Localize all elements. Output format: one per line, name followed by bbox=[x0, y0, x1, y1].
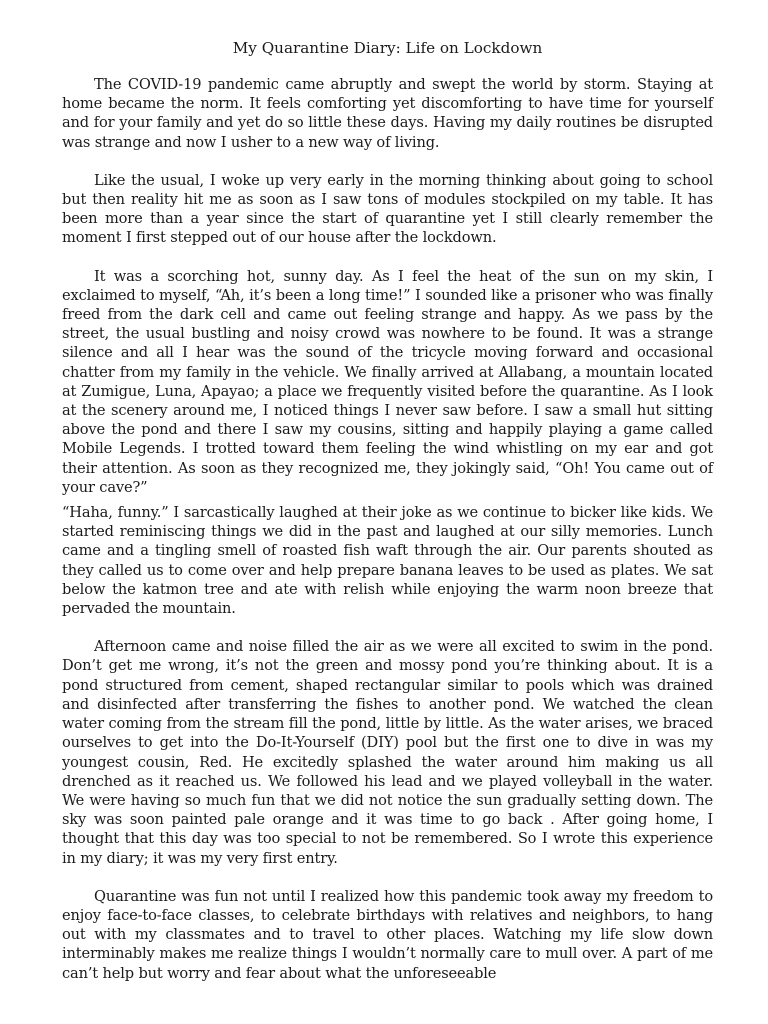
paragraph-1: The COVID-19 pandemic came abruptly and swept the world by storm. Staying at home became the norm. It feels comforting yet discomforting to have time for yourself and for your family and yet do so little these days. Having my daily routines be disrupted was strange and now I usher to a new way of living. bbox=[62, 76, 713, 151]
paragraph-4: “Haha, funny.” I sarcastically laughed at their joke as we continue to bicker like kids. We started reminiscing things we did in the past and laughed at our silly memories. Lunch came and a tingling smell of roasted fish waft through the air. Our parents shouted as they called us to come over and help prepare banana leaves to be used as plates. We sat below the katmon tree and ate with relish while enjoying the warm noon breeze that pervaded the mountain. bbox=[62, 504, 713, 618]
document-title: My Quarantine Diary: Life on Lockdown bbox=[232, 39, 543, 57]
paragraph-5: Afternoon came and noise filled the air as we were all excited to swim in the pond. Don’t get me wrong, it’s not the green and mossy pond you’re thinking about. It is a pond structured from cement, shaped rectangular similar to pools which was drained and disinfected after transferring the fishes to another pond. We watched the clean water coming from the stream fill the pond, little by little. As the water arises, we braced ourselves to get into the Do-It-Yourself (DIY) pool but the first one to dive in was my youngest cousin, Red. He excitedly splashed the water around him making us all drenched as it reached us. We followed his lead and we played volleyball in the water. We were having so much fun that we did not notice the sun gradually setting down. The sky was soon painted pale orange and it was time to go back . After going home, I thought that this day was too special to not be remembered. So I wrote this experience in my diary; it was my very first entry. bbox=[62, 638, 713, 867]
paragraph-6: Quarantine was fun not until I realized how this pandemic took away my freedom to enjoy face-to-face classes, to celebrate birthdays with relatives and neighbors, to hang out with my classmates and to travel to other places. Watching my life slow down interminably makes me realize things I wouldn’t normally care to mull over. A part of me can’t help but worry and fear about what the unforeseeable bbox=[62, 887, 713, 982]
paragraph-2: Like the usual, I woke up very early in the morning thinking about going to school but then reality hit me as soon as I saw tons of modules stockpiled on my table. It has been more than a year since the start of quarantine yet I still clearly remember the moment I first stepped out of our house after the lockdown. bbox=[62, 171, 713, 247]
paragraph-3: It was a scorching hot, sunny day. As I feel the heat of the sun on my skin, I exclaimed to myself, “Ah, it’s been a long time!” I sounded like a prisoner who was finally freed from the dark cell and came out feeling strange and happy. As we pass by the street, the usual bustling and noisy crowd was nowhere to be found. It was a strange silence and all I hear was the sound of the tricycle moving forward and occasional chatter from my family in the vehicle. We finally arrived at Allabang, a mountain located at Zumigue, Luna, Apayao; a place we frequently visited before the quarantine. As I look at the scenery around me, I noticed things I never saw before. I saw a small hut sitting above the pond and there I saw my cousins, sitting and happily playing a game called Mobile Legends. I trotted toward them feeling the wind whistling on my ear and got their attention. As soon as they recognized me, they jokingly said, “Oh! You came out of your cave?” bbox=[62, 267, 713, 496]
